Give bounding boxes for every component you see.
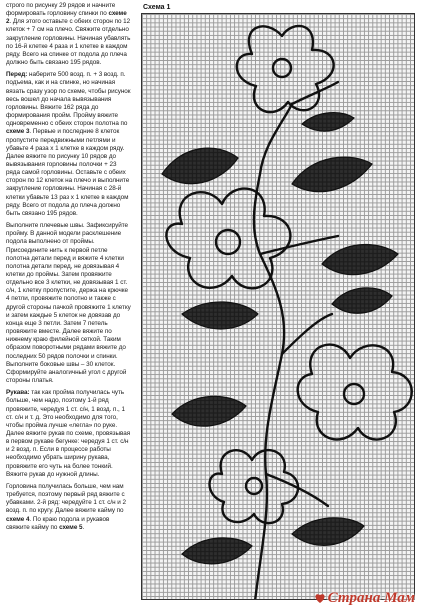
paragraph-text: Выполните плечевые швы. Зафиксируйте пройму. В данной модели расклешение подола выполнено от проймы. Присоедините нить к первой петле полотна детали перед и вяжите 4 клетки полотна детали перед, не довязывая 4 клетки до проймы. Затем провяжите отдельно все 3 клетки, не довязывая 1 ст. с/н, 1 клетку пропустите, держа на крючке 4 петли, провяжите полотно и также с другой стороны пачкой провяжите 1 клетку и затем каждые 5 клеток не довязав до конца еще 3 петли. Затем 7 петель провяжите вместе. Далее вяжите по нижнему краю филейной сеткой. Таким образом поворотными рядами вяжите до последних 50 рядов полочки и спинки. Выполните боковые швы – 30 клеток. Сформируйте аналогичный угол с другой стороны платья. [6,222,131,385]
leaf [302,113,354,132]
leaf [182,538,252,564]
leaf [292,518,364,546]
instruction-paragraph [6,2,132,67]
bold-term: схеме 3 [6,128,30,136]
flower-petal [237,26,334,112]
branch-stem [260,236,338,254]
site-watermark [314,590,415,607]
scheme-title: Схема 1 [143,4,171,11]
flower-petal [210,450,299,523]
instructions-column [6,2,132,598]
floral-motif [142,14,415,600]
leaf [292,157,372,192]
bold-term: Перед: [6,71,28,79]
bold-term: Рукава: [6,389,30,397]
crochet-chart [141,13,415,600]
paragraph-text: наберите 500 возд. п. + 3 возд. п. подъема, как и на спинке, но начиная вязать сразу узор по схеме, чтобы рисунок весь вошел до начала вывязывания горловины. Вяжите 162 ряда до формирования пройм. Пройму вяжите одновременно с обеих сторон полотна по [6,71,131,128]
instruction-paragraph [6,222,132,385]
bold-term: схеме 5 [59,523,83,531]
branch-stem [292,82,338,104]
paragraph-text: . [82,523,85,531]
paragraph-text: . Первые и последние 8 клеток пропустите передвижными петлями и убавьте 4 раза х 1 клетке в каждом ряду. Далее вяжите по рисунку 10 рядов до вывязывания горловины полочки + 23 ряда самой горловины. Оставьте с обеих сторон по 12 клеток на плечо и выполните закругление горловины. Начиная с 28-й клетки убавьте 13 раз х 1 клетке в каждом ряду. Всего от подола до плеча должно быть связано 195 рядов. [6,128,130,217]
leaf [162,148,238,184]
paragraph-text: Горловина получилась больше, чем нам требуется, поэтому первый ряд вяжите с убавками. 2-й ряд: чередуйте 1 ст. с/н и 2 возд. п. по кругу. Далее вяжите кайму по [6,482,126,515]
heart-logo-icon [314,592,326,604]
paragraph-text: строго по рисунку 29 рядов и начните формировать горловину спинки по [6,2,116,18]
paragraph-text: . По краю подола и рукавов свяжите кайму по [6,515,110,531]
flower-petal [298,345,412,440]
leaf [322,245,398,275]
leaf [172,396,246,426]
main-stem [254,104,292,600]
instruction-paragraph [6,389,132,479]
instruction-paragraph [6,71,132,218]
paragraph-text: так как пройма получилась чуть больше, чем надо, поэтому 1-й ряд провяжите, чередуя 1 ст. с/н, 1 возд. п., 1 ст. с/н и т. д. Это необходимо для того, чтобы пройма лучше «легла» по руке. Далее вяжите рукав по схеме, провязывая в первом рукаве бегунке: чередуя 1 ст. с/н и 2 возд. п. Если в процессе работы необходимо убрать ширину рукава, провяжите его чуть на более тонкий. Вяжите рукав до нужной длины. [6,389,131,478]
watermark-text: Страна Мам [327,590,415,606]
leaf [182,302,258,329]
bold-term: схеме 4 [6,515,30,523]
bold-term: схеме 2 [6,10,127,26]
paragraph-text: . Для этого оставьте с обеих сторон по 12 клеток + 7 см на плечо. Свяжите отдельно закругление горловины. Начиная убавлять по 16-й клетке 4 раза и 1 клетке в каждом ряду. Всего на спинке от подола до плеча должно быть связано 195 рядов. [6,18,131,67]
branch-stem [282,314,332,354]
leaf [332,288,392,313]
instruction-paragraph [6,483,132,532]
flower-petal [166,189,290,289]
